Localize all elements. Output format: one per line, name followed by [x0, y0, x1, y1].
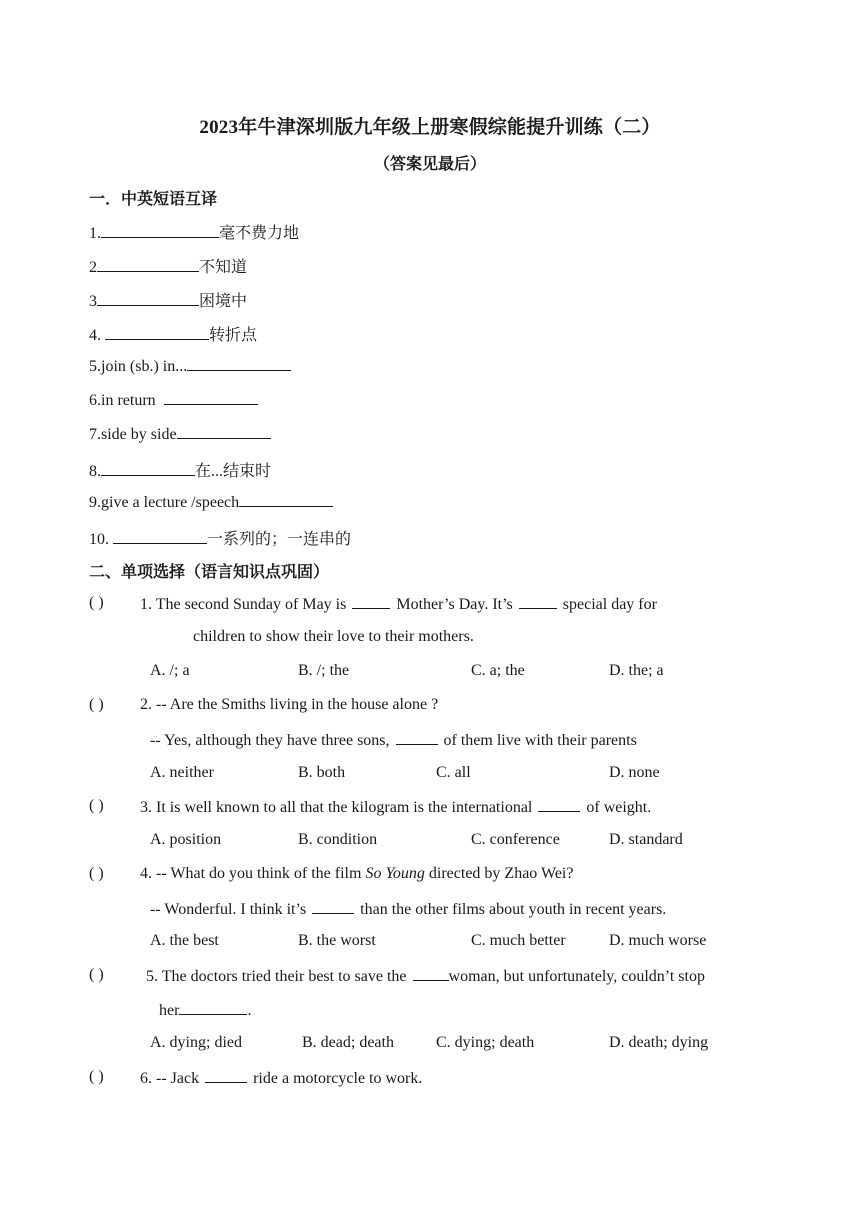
question-part: 4. -- What do you think of the film — [140, 865, 362, 882]
question-part: . — [247, 1002, 252, 1019]
list-item — [89, 322, 257, 345]
item-prefix: 10. — [89, 531, 113, 548]
question-text: 2. -- Are the Smiths living in the house alone ? — [140, 696, 439, 713]
item-prefix: 4. — [89, 327, 105, 344]
answer-blank — [538, 797, 580, 812]
question-text — [146, 966, 705, 986]
question-part: 6. -- Jack — [140, 1070, 200, 1087]
question-part: ride a motorcycle to work. — [253, 1070, 423, 1087]
option-d: D. the; a — [609, 662, 664, 679]
item-prefix: 7.side by side — [89, 426, 177, 443]
option-d: D. much worse — [609, 932, 707, 949]
answer-blank — [179, 1000, 247, 1015]
option-b: B. the worst — [298, 932, 376, 949]
section-heading: 二、单项选择（语言知识点巩固） — [89, 564, 330, 581]
answer-blank — [177, 424, 271, 439]
question-part: special day for — [562, 596, 657, 613]
item-prefix: 9.give a lecture /speech — [89, 494, 240, 511]
item-prefix: 5.join (sb.) in... — [89, 358, 188, 375]
question-continuation — [150, 899, 666, 919]
question-part: of weight. — [586, 799, 652, 816]
question-part: Mother’s Day. It’s — [396, 596, 513, 613]
list-item — [89, 288, 247, 311]
option-c: C. conference — [471, 831, 560, 848]
question-text — [140, 865, 573, 883]
question-continuation — [159, 1000, 251, 1020]
question-part: woman, but unfortunately, couldn’t stop — [448, 968, 705, 985]
list-item — [89, 458, 271, 481]
answer-parentheses: ( ) — [89, 797, 104, 814]
item-prefix: 3 — [89, 293, 97, 310]
option-c: C. dying; death — [436, 1034, 535, 1051]
list-item — [89, 254, 247, 277]
page-subtitle: （答案见最后） — [373, 156, 486, 173]
answer-blank — [97, 257, 199, 272]
item-prefix: 2 — [89, 259, 97, 276]
item-prefix: 1. — [89, 225, 101, 242]
question-continuation — [150, 730, 637, 750]
list-item — [89, 492, 333, 512]
list-item — [89, 356, 291, 376]
item-suffix: 在...结束时 — [195, 463, 272, 480]
question-part: 3. It is well known to all that the kilogram is the international — [140, 799, 533, 816]
section-heading: 一．中英短语互译 — [89, 191, 218, 208]
question-continuation: children to show their love to their mothers. — [193, 628, 474, 645]
option-a: A. position — [150, 831, 222, 848]
item-prefix: 8. — [89, 463, 101, 480]
question-part: than the other films about youth in recent years. — [360, 901, 667, 918]
option-c: C. much better — [471, 932, 566, 949]
option-d: D. death; dying — [609, 1034, 709, 1051]
question-part: -- Yes, although they have three sons, — [150, 732, 390, 749]
list-item — [89, 424, 271, 444]
answer-blank — [187, 356, 291, 371]
list-item — [89, 390, 258, 410]
answer-blank — [105, 325, 209, 340]
answer-parentheses: ( ) — [89, 696, 104, 713]
answer-blank — [239, 492, 333, 507]
answer-blank — [396, 730, 438, 745]
answer-blank — [205, 1068, 247, 1083]
item-suffix: 毫不费力地 — [219, 225, 300, 242]
option-d: D. none — [609, 764, 660, 781]
answer-blank — [312, 899, 354, 914]
question-part: of them live with their parents — [443, 732, 637, 749]
option-b: B. both — [298, 764, 346, 781]
option-b: B. /; the — [298, 662, 350, 679]
option-c: C. all — [436, 764, 471, 781]
answer-blank — [101, 461, 195, 476]
answer-blank — [113, 529, 207, 544]
option-d: D. standard — [609, 831, 683, 848]
answer-blank — [164, 390, 258, 405]
question-text — [140, 797, 651, 817]
answer-parentheses: ( ) — [89, 594, 104, 611]
answer-parentheses: ( ) — [89, 966, 104, 983]
answer-blank — [519, 594, 557, 609]
item-suffix: 一系列的；一连串的 — [207, 531, 352, 548]
option-a: A. neither — [150, 764, 214, 781]
item-suffix: 困境中 — [199, 293, 248, 310]
question-text — [140, 594, 657, 614]
film-title: So Young — [365, 865, 425, 882]
list-item — [89, 526, 351, 549]
item-prefix: 6.in return — [89, 392, 160, 409]
item-suffix: 转折点 — [209, 327, 258, 344]
question-text — [140, 1068, 422, 1088]
list-item — [89, 220, 299, 243]
question-part: directed by Zhao Wei? — [428, 865, 574, 882]
answer-blank — [101, 223, 219, 238]
option-b: B. condition — [298, 831, 378, 848]
answer-parentheses: ( ) — [89, 1068, 104, 1085]
question-part: -- Wonderful. I think it’s — [150, 901, 307, 918]
option-a: A. dying; died — [150, 1034, 242, 1051]
question-part: 1. The second Sunday of May is — [140, 596, 347, 613]
answer-parentheses: ( ) — [89, 865, 104, 882]
option-b: B. dead; death — [302, 1034, 394, 1051]
item-suffix: 不知道 — [199, 259, 248, 276]
answer-blank — [97, 291, 199, 306]
question-part: her — [159, 1002, 180, 1019]
question-part: 5. The doctors tried their best to save the — [146, 968, 407, 985]
answer-blank — [352, 594, 390, 609]
page-title: 2023年牛津深圳版九年级上册寒假综能提升训练（二） — [199, 117, 661, 138]
option-c: C. a; the — [471, 662, 525, 679]
option-a: A. /; a — [150, 662, 190, 679]
option-a: A. the best — [150, 932, 219, 949]
answer-blank — [413, 966, 449, 981]
